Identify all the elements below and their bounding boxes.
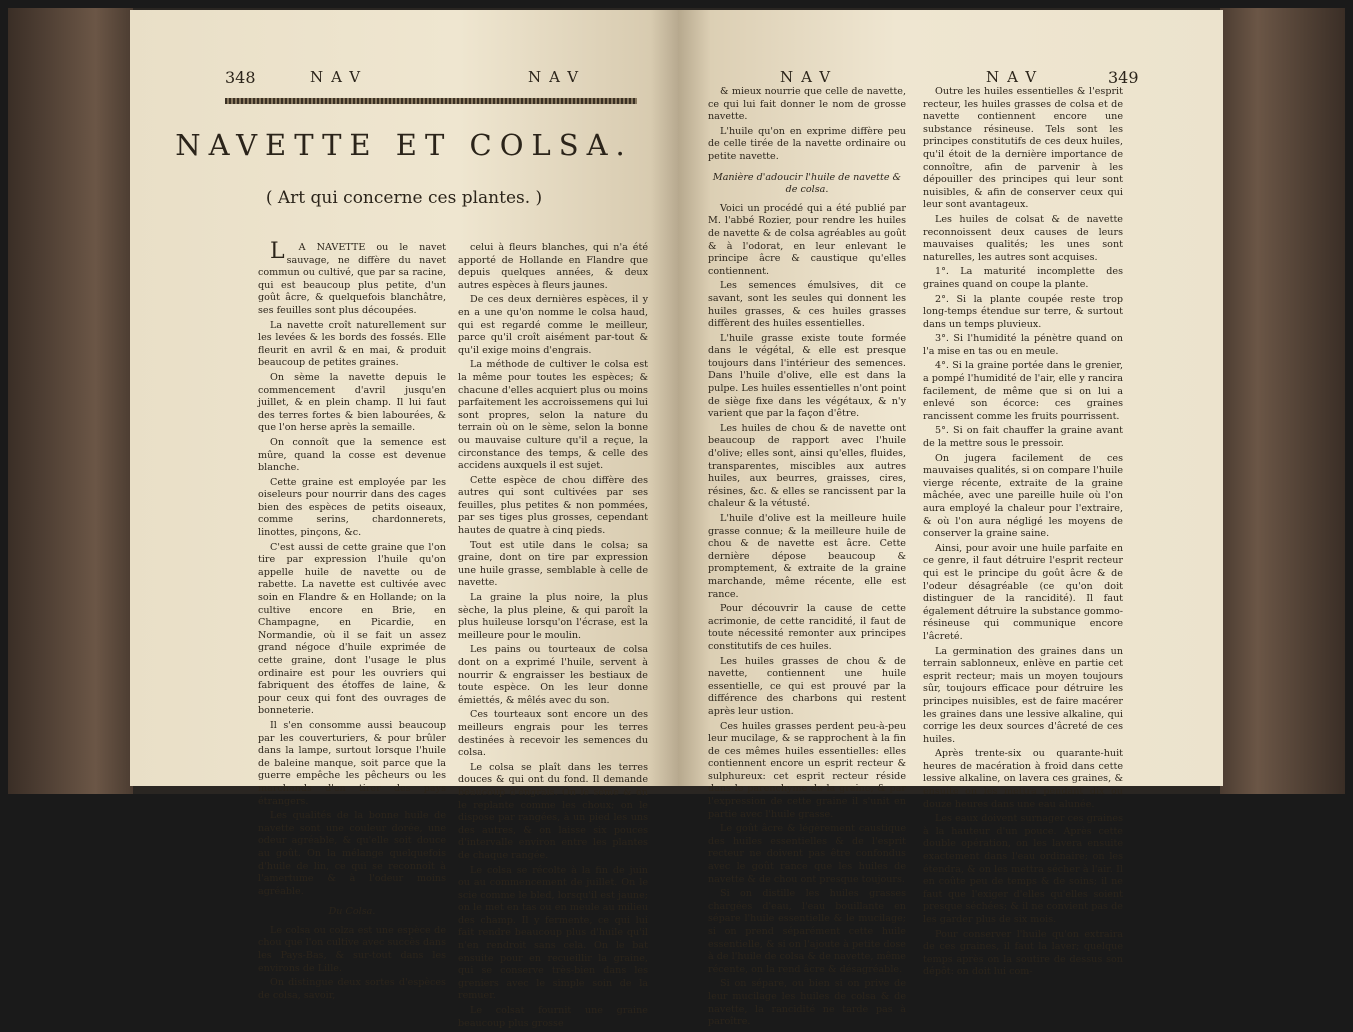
section-heading: Du Colsa. [328,906,376,918]
paragraph: Voici un procédé qui a été publié par M. l'abbé Rozier, pour rendre les huiles de navette & de colsa agréables au goût & à l'odorat, en leur enlevant le principe âcre & caustique qu'elles contiennent. [708,202,906,277]
paragraph: Pour découvrir la cause de cette acrimonie, de cette rancidité, il faut de toute nécessité remonter aux principes constitutifs de ces huiles. [708,603,906,652]
paragraph: Le colsat fournit une graine beaucoup plus grosse [458,1005,648,1029]
paragraph: Le goût âcre & légèrement caustique des huiles essentielles & de l'esprit recteur ne doivent pas être confondus avec le goût rance que les huiles de navette & de chou ont presque toujours. [708,823,906,885]
right-page [678,10,1223,1028]
paragraph: Les huiles grasses de chou & de navette, contiennent une huile essentielle, ce qui est prouvé par la différence des charbons qui restent après leur ustion. [708,655,906,717]
article-subtitle: ( Art qui concerne ces plantes. ) [265,188,543,208]
paragraph: Les huiles de chou & de navette ont beaucoup de rapport avec l'huile d'olive; elles sont, ainsi qu'elles, fluides, transparentes, miscibles aux autres huiles, aux beurres, graisses, cires, résines, &c. & elles se rancissent par la chaleur & la vétusté. [708,422,906,510]
paragraph: Si on sépare, ou bien si on prive de leur mucilage les huiles de colsa & de navette, la rancidité ne tarde pas à paroître. [708,978,906,1028]
paragraph: Ainsi, pour avoir une huile parfaite en ce genre, il faut détruire l'esprit recteur qui est le principe du goût âcre & de l'odeur désagréable (ce qu'on doit distinguer de la rancidité). Il faut également détruire la substance gommo-résineuse qui communique encore l'âcreté. [923,542,1123,642]
paragraph: L'huile grasse existe toute formée dans le végétal, & elle est presque toujours dans l'intérieur des semences. Dans l'huile d'olive, elle est dans la pulpe. Les huiles essentielles n'ont point de siège fixe dans les végétaux, & n'y varient que par la façon d'être. [708,332,906,420]
paragraph: La navette croît naturellement sur les levées & les bords des fossés. Elle fleurit en avril & en mai, & produit beaucoup de petites graines. [258,319,446,369]
paragraph: 2°. Si la plante coupée reste trop long-temps étendue sur terre, & surtout dans un temps pluvieux. [923,293,1123,330]
paragraph: Le colsa se plaît dans les terres douces & qui ont du fond. Il demande beaucoup d'engrais. On le sème & on le replante comme les choux; on le dispose par rangées, à un pied les uns des autres, & on laisse six pouces d'intervalle environ entre les plantes de chaque rangée. [458,761,648,861]
running-header-right: NAV [528,68,587,86]
left-column-2 [458,242,648,1032]
paragraph: Cette graine est employée par les oiseleurs pour nourrir dans des cages bien des espèces de petits oiseaux, comme serins, chardonnerets, linottes, pinçons, &c. [258,476,446,539]
right-column-2 [923,86,1123,981]
paragraph: Si on distille les huiles grasses chargées d'eau, l'eau bouillante en sépare l'huile essentielle & le mucilage; si on prend séparément cette huile essentielle, & si on l'ajoute à petite dose à de l'huile de colsa & de navette, même récente, on la rend âcre & désagréable. [708,888,906,975]
paragraph: La méthode de cultiver le colsa est la même pour toutes les espèces; & chacune d'elles acquiert plus ou moins parfaitement les accroissemens qui lui sont propres, selon la nature du terrain où on le sème, selon la bonne ou mauvaise culture qu'il a reçue, la circonstance des temps, & celle des accidens auxquels il est sujet. [458,359,648,472]
paragraph: On distingue deux sortes d'espèces de colsa, savoir, [258,977,446,1001]
left-page-edges [8,8,133,794]
paragraph: L'huile d'olive est la meilleure huile grasse connue; & la meilleure huile de chou & de navette est âcre. Cette dernière dépose beaucoup & promptement, & extraite de la graine marchande, même récente, elle est rance. [708,513,906,600]
paragraph: L'huile qu'on en exprime diffère peu de celle tirée de la navette ordinaire ou petite navette. [708,125,906,162]
paragraph: LA NAVETTE ou le navet sauvage, ne diffère du navet commun ou cultivé, que par sa racine, qui est beaucoup plus petite, d'un goût âcre, & quelquefois blanchâtre, ses feuilles sont plus découpées. [258,239,446,316]
paragraph: 5°. Si on fait chauffer la graine avant de la mettre sous le pressoir. [923,425,1123,450]
paragraph: Les eaux doivent surnager ces graines à la hauteur d'un pouce. Après cette double opération, on les lavera ensuite exactement dans l'eau ordinaire; on les étendra, & on les mettra sécher à l'air. Il en coûte peu de temps & de soins; il ne faut que l'exiger d'elles qu'elles soient presque séchées; & il ne convient pas de les garder plus de six mois. [923,813,1123,925]
page-number: 349 [1108,68,1139,87]
paragraph: On sème la navette depuis le commencement d'avril jusqu'en juillet, & en plein champ. Il lui faut des terres fortes & bien labourées, & que l'on herse après la semaille. [258,371,446,434]
article-title: NAVETTE ET COLSA. [175,128,633,162]
paragraph: On jugera facilement de ces mauvaises qualités, si on compare l'huile vierge récente, extraite de la graine mâchée, avec une pareille huile où l'on aura employé la chaleur pour l'extraire, & où l'on aura négligé les moyens de conserver la graine saine. [923,452,1123,540]
paragraph: Le colsa se récolte à la fin de juin ou au commencement de juillet. On le scie comme le bled, lorsqu'il est jaune; on le met en tas ou en meule au milieu des champ. Il y fermente, ce qui lui fait rendre beaucoup plus d'huile qu'il n'en rendroit sans cela. On le bat ensuite pour en recueillir la graine, qui se conserve très-bien dans les greniers avec le simple soin de la remuer. [458,864,648,1002]
paragraph: La graine la plus noire, la plus sèche, la plus pleine, & qui paroît la plus huileuse lorsqu'on l'écrase, est la meilleure pour le moulin. [458,592,648,641]
paragraph: La germination des graines dans un terrain sablonneux, enlève en partie cet esprit recteur; mais un moyen toujours sûr, toujours efficace pour détruire les principes nuisibles, est de faire macérer les graines dans une lessive alkaline, qui corrige les deux sources d'âcreté de ces huiles. [923,645,1123,745]
paragraph: On connoît que la semence est mûre, quand la cosse est devenue blanche. [258,436,446,474]
paragraph: Il s'en consomme aussi beaucoup par les couverturiers, & pour brûler dans la lampe, surtout lorsque l'huile de baleine manque, soit parce que la guerre empêche les pêcheurs ou les marchands d'en tirer des pays étrangers. [258,719,446,807]
paragraph: Cette espèce de chou diffère des autres qui sont cultivées par ses feuilles, plus petites & non pommées, par ses tiges plus grosses, cependant hautes de quatre à cinq pieds. [458,474,648,537]
paragraph: celui à fleurs blanches, qui n'a été apporté de Hollande en Flandre que depuis quelques années, & deux autres espèces à fleurs jaunes. [458,242,648,291]
running-header-left: NAV [310,68,369,86]
header-rule [225,98,637,104]
paragraph: Les pains ou tourteaux de colsa dont on a exprimé l'huile, servent à nourrir & engraisser les bestiaux de toute espèce. On les leur donne émiettés, & mêlés avec du son. [458,644,648,706]
paragraph: C'est aussi de cette graine que l'on tire par expression l'huile qu'on appelle huile de navette ou de rabette. La navette est cultivée avec soin en Flandre & en Hollande; on la cultive encore en Brie, en Champagne, en Picardie, en Normandie, où il se fait un assez grand négoce d'huile exprimée de cette graine, dont l'usage le plus ordinaire est pour les ouvriers qui fabriquent des étoffes de laine, & pour ceux qui font des ouvrages de bonneterie. [258,541,446,717]
paragraph: Pour conserver l'huile qu'on extraira de ces graines, il faut la laver; quelque temps après on la soutire de dessus son dépôt: on doit lui com- [923,928,1123,978]
paragraph: Tout est utile dans le colsa; sa graine, dont on tire par expression une huile grasse, semblable à celle de navette. [458,539,648,589]
paragraph: Les semences émulsives, dit ce savant, sont les seules qui donnent les huiles grasses, & ces huiles grasses diffèrent des huiles essentielles. [708,280,906,330]
paragraph: 3°. Si l'humidité la pénètre quand on l'a mise en tas ou en meule. [923,333,1123,357]
right-page-edges [1220,8,1345,794]
paragraph: 4°. Si la graine portée dans le grenier, a pompé l'humidité de l'air, elle y rancira facilement, de même que si on lui a enlevé son écorce: ces graines rancissent comme les fruits pourrissent. [923,360,1123,422]
left-page [130,10,678,1029]
paragraph: Les huiles de colsat & de navette reconnoissent deux causes de leurs mauvaises qualités; les unes sont naturelles, les autres sont acquises. [923,213,1123,263]
running-header-right: NAV [986,68,1045,86]
paragraph: Le colsa ou colza est une espèce de chou que l'on cultive avec succès dans les Pays-Bas, & sur-tout dans les environs de Lille. [258,924,446,974]
paragraph: De ces deux dernières espèces, il y en a une qu'on nomme le colsa haud, qui est regardé comme le meilleur, parce qu'il croît aisément par-tout & qu'il exige moins d'engrais. [458,294,648,356]
paragraph: Les qualités de la bonne huile de navette sont une couleur dorée, une odeur agréable, & qu'elle soit douce au goût. On la mélange quelquefois d'huile de lin, ce qui se reconnoît à l'amertume & à l'odeur moins agréable. [258,810,446,897]
left-column-1 [258,239,446,1004]
paragraph: & mieux nourrie que celle de navette, ce qui lui fait donner le nom de grosse navette. [708,86,906,123]
right-column-1 [708,86,906,1031]
section-heading: Manière d'adoucir l'huile de navette & de colsa. [712,171,902,196]
paragraph: Outre les huiles essentielles & l'esprit recteur, les huiles grasses de colsa et de navette contiennent encore une substance résineuse. Tels sont les principes constitutifs de ces deux huiles, qu'il étoit de la dernière importance de connoître, afin de parvenir à les dépouiller des principes qui leur sont nuisibles, & afin de conserver ceux qui leur sont avantageux. [923,86,1123,211]
paragraph: Ces huiles grasses perdent peu-à-peu leur mucilage, & se rapprochent à la fin de ces mêmes huiles essentielles: elles contiennent encore un esprit recteur & sulphureux: cet esprit recteur réside dans le parenchyme de la graine, & par l'expression de cette graine il s'unit en partie avec l'huile grasse. [708,720,906,820]
running-header-left: NAV [780,68,839,86]
paragraph: Après trente-six ou quarante-huit heures de macération à froid dans cette lessive alkaline, on lavera ces graines, & ensuite on les mettra pendant dix ou douze heures dans une eau alunée. [923,748,1123,810]
paragraph: 1°. La maturité incomplette des graines quand on coupe la plante. [923,266,1123,290]
page-number: 348 [225,68,256,87]
paragraph: Ces tourteaux sont encore un des meilleurs engrais pour les terres destinées à recevoir les semences du colsa. [458,709,648,759]
